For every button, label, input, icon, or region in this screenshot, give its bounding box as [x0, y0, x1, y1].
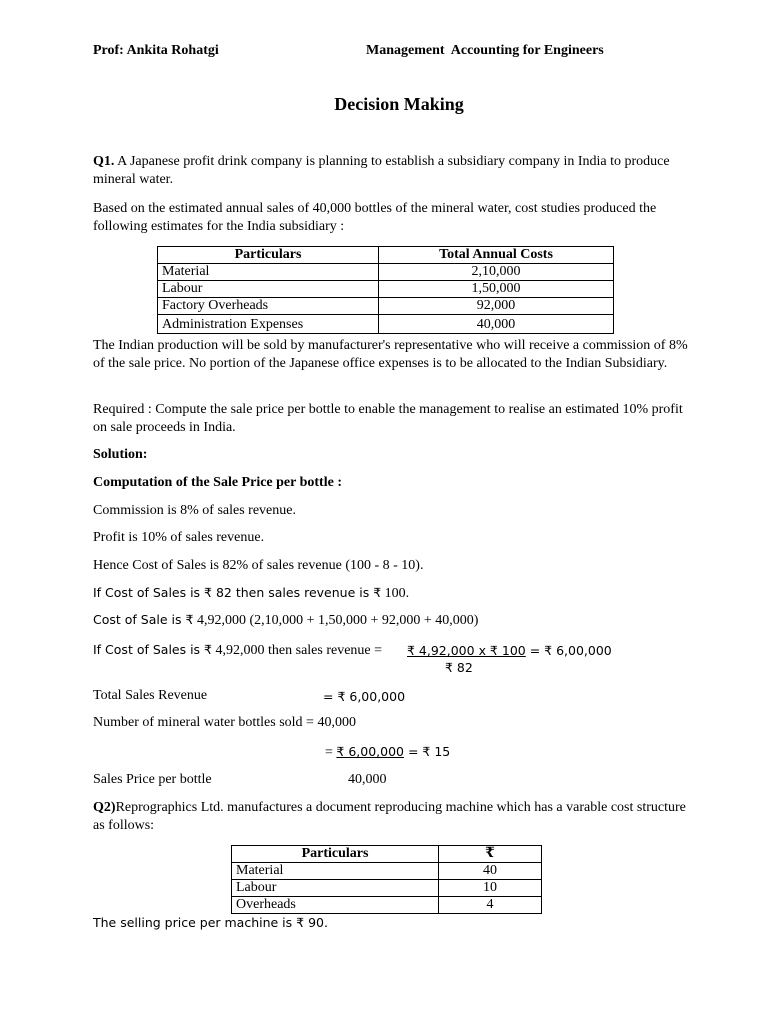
- table-cell: 2,10,000: [379, 264, 614, 281]
- table-cell: Labour: [232, 880, 439, 897]
- table-cell: Material: [232, 863, 439, 880]
- table-row: [158, 264, 614, 281]
- table-header-row: [158, 247, 614, 264]
- table-cell: Labour: [158, 281, 379, 298]
- q1-cost-table: [157, 246, 614, 334]
- bottles-line: Number of mineral water bottles sold = 40,000: [93, 715, 356, 730]
- table-cell: 40,000: [379, 315, 614, 334]
- table-header-row: [232, 846, 542, 863]
- fraction-result: = ₹ 6,00,000: [525, 643, 612, 658]
- solution-line-2: Profit is 10% of sales revenue.: [93, 530, 265, 545]
- solution-line-6-fraction: [407, 643, 612, 658]
- table-row: [158, 315, 614, 334]
- total-sales-value: = ₹ 6,00,000: [323, 689, 406, 704]
- q2-selling-price: The selling price per machine is ₹ 90.: [93, 915, 328, 930]
- table-row: [158, 298, 614, 315]
- table-cell: 92,000: [379, 298, 614, 315]
- table-cell: 10: [439, 880, 542, 897]
- solution-line-6: If Cost of Sales is ₹ 4,92,000 then sales revenue =: [93, 642, 383, 658]
- price-denominator: 40,000: [348, 772, 387, 787]
- header-author: Prof: Ankita Rohatgi: [93, 43, 219, 58]
- table-row: [232, 863, 542, 880]
- solution-line-4: If Cost of Sales is ₹ 82 then sales revenue is ₹ 100.: [93, 585, 410, 601]
- q1-intro: [93, 153, 693, 189]
- q1-required: Required : Compute the sale price per bottle to enable the management to realise an estimated 10% profit on sale proceeds in India.: [93, 402, 683, 435]
- q1-label: Q1.: [93, 154, 115, 169]
- q2-cost-table: [231, 845, 542, 914]
- table-header: Particulars: [158, 247, 379, 264]
- table-header: ₹: [439, 846, 542, 863]
- page-title: Decision Making: [334, 94, 464, 114]
- q2-intro-text: Reprographics Ltd. manufactures a document reproducing machine which has a varable cost structure as follows:: [93, 800, 686, 833]
- table-row: [232, 880, 542, 897]
- q2-intro: [93, 799, 693, 835]
- price-fraction: = ₹ 6,00,000 = ₹ 15: [325, 744, 451, 760]
- table-cell: Overheads: [232, 897, 439, 914]
- q2-label: Q2): [93, 800, 116, 815]
- table-cell: 4: [439, 897, 542, 914]
- table-cell: 40: [439, 863, 542, 880]
- q1-after-table: The Indian production will be sold by manufacturer's representative who will receive a commission of 8% of the sale price. No portion of the Japanese office expenses is to be allocated to the Indian Subsidiary.: [93, 338, 688, 371]
- price-numerator: ₹ 6,00,000: [336, 744, 404, 759]
- solution-line-1: Commission is 8% of sales revenue.: [93, 503, 296, 518]
- table-cell: 1,50,000: [379, 281, 614, 298]
- solution-heading: Computation of the Sale Price per bottle :: [93, 475, 342, 490]
- table-cell: Factory Overheads: [158, 298, 379, 315]
- q1-based-on: Based on the estimated annual sales of 40,000 bottles of the mineral water, cost studies produced the following estimates for the India subsidiary :: [93, 201, 657, 234]
- table-row: [232, 897, 542, 914]
- table-header: Particulars: [232, 846, 439, 863]
- total-sales-label: Total Sales Revenue: [93, 688, 208, 703]
- fraction-denominator: ₹ 82: [445, 660, 473, 675]
- q1-intro-text: A Japanese profit drink company is planning to establish a subsidiary company in India to produce mineral water.: [93, 154, 670, 187]
- price-result: = ₹ 15: [404, 744, 451, 759]
- table-cell: Administration Expenses: [158, 315, 379, 334]
- table-cell: Material: [158, 264, 379, 281]
- solution-label: Solution:: [93, 447, 148, 462]
- table-row: [158, 281, 614, 298]
- solution-line-3: Hence Cost of Sales is 82% of sales revenue (100 - 8 - 10).: [93, 558, 424, 573]
- solution-line-5: Cost of Sale is ₹ 4,92,000 (2,10,000 + 1,50,000 + 92,000 + 40,000): [93, 612, 479, 628]
- fraction-numerator: ₹ 4,92,000 x ₹ 100: [407, 643, 526, 658]
- header-course: Management Accounting for Engineers: [366, 43, 604, 58]
- table-header: Total Annual Costs: [379, 247, 614, 264]
- price-label: Sales Price per bottle: [93, 772, 212, 787]
